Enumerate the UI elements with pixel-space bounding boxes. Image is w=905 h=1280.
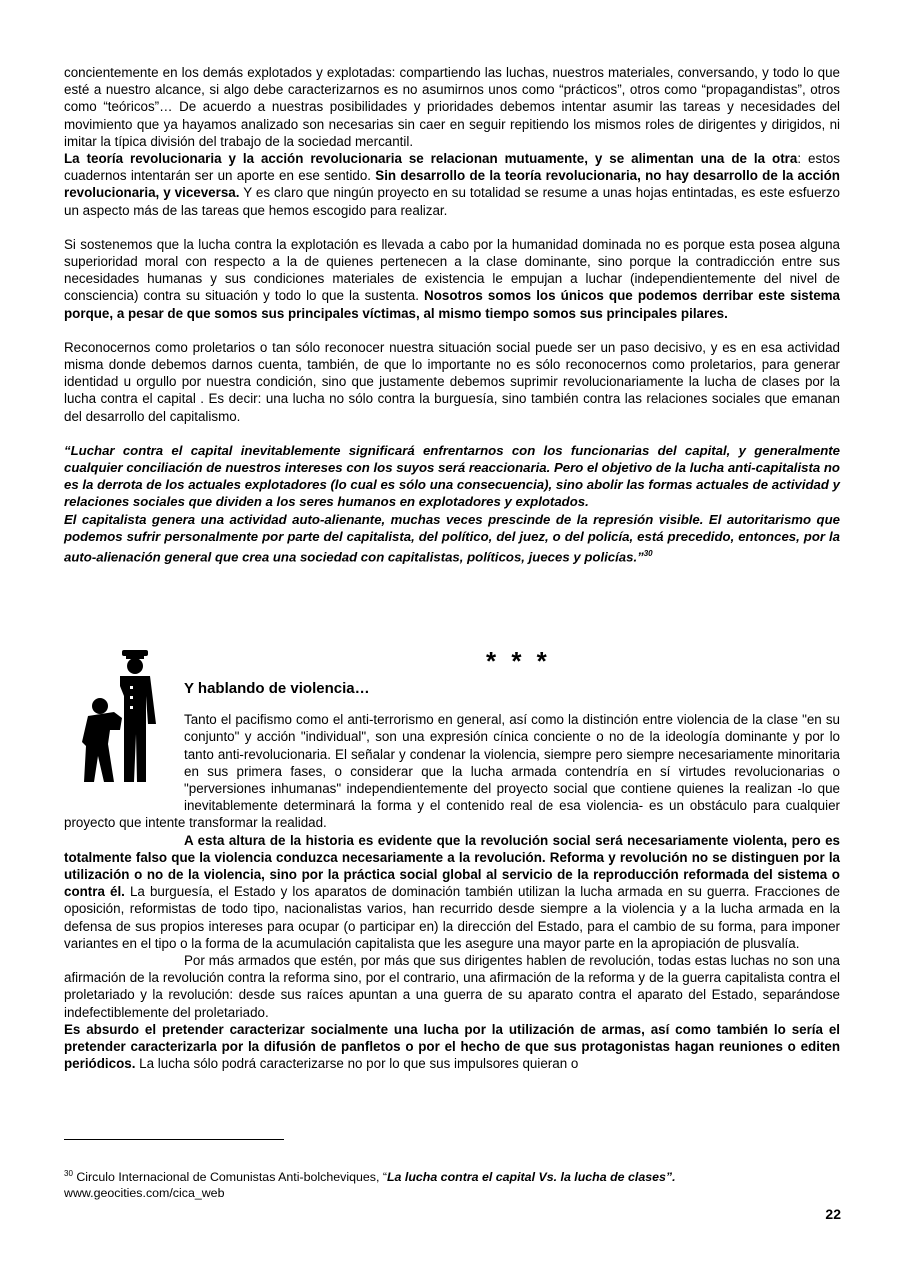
page-number: 22 (825, 1206, 841, 1222)
violence-paragraph-3: Por más armados que estén, por más que sus dirigentes hablen de revolución, todas estas luchas no son una afirmación de la revolución contra la reforma sino, por el contrario, una afirmación de la reforma y de la guerra capitalista contra el proletariado y la revolución: desde sus raíces apuntan a una guerra de su aparato contra el aparato del Estado, separándose indefectiblemente del proletariado. (64, 953, 840, 1020)
violence-section (64, 680, 840, 1072)
quote-1: “Luchar contra el capital inevitablemente significará enfrentarnos con los funcionarias del capital, y generalmente cualquier conciliación de nuestros intereses con los suyos será reaccionaria. Pero el objetivo de la lucha anti-capitalista no es la derrota de los actuales explotadores (lo cual es sólo una consecuencia), sino abolir las formas actuales de actividad y relaciones sociales que dividen a los seres humanos en explotadores y explotados. (64, 442, 840, 510)
quote-text: El capitalista genera una actividad auto-alienante, muchas veces prescinde de la represión visible. El autoritarismo que podemos sufrir personalmente por parte del capitalista, del político, del juez, o del policía, está precedido, entonces, por la auto-alienación general que crea una sociedad con capitalistas, políticos, jueces y policías.” (64, 511, 840, 565)
footnote-number: 30 (64, 1169, 73, 1178)
violence-paragraph-1: Tanto el pacifismo como el anti-terrorismo en general, así como la distinción entre violencia de la clase "en su conjunto" y acción "individual", son una expresión cínica conciente o no de la ideología dominante y por lo tanto anti-revolucionaria. El señalar y condenar la violencia, siempre pero siempre necesariamente minoritaria en sus primera fases, o considerar que la lucha armada contendría en sí virtudes revolucionarias o "perversiones inhumanas" independientemente del proyecto social que contiene quienes la realizan -lo que inevitablemente determinará la forma y el contenido real de esa violencia- es un obstáculo para cualquier proyecto que intente transformar la realidad. (64, 712, 840, 831)
section-separator: * * * (486, 646, 551, 676)
paragraph-4: Reconocernos como proletarios o tan sólo reconocer nuestra situación social puede ser un paso decisivo, y es en esa actividad misma donde debemos darnos cuenta, también, de que lo importante no es sólo reconocernos como proletarios, para generar identidad u orgullo por nuestra condición, sino que justamente debemos suprimir revolucionariamente la lucha de clases por la lucha contra el capital . Es decir: una lucha no sólo contra la burguesía, sino también contra las relaciones sociales que emanan del desarrollo del capitalismo. (64, 339, 840, 424)
footnote-text: Circulo Internacional de Comunistas Anti-bolcheviques, “ (72, 1170, 387, 1185)
violence-paragraph-4 (64, 1021, 840, 1073)
paragraph-1: concientemente en los demás explotados y explotadas: compartiendo las luchas, nuestros materiales, conversando, y todo lo que esté a nuestro alcance, si algo debe caracterizarnos es no asumirnos unos como “prácticos”, otros como “propagandistas”, otros como “teóricos”… De acuerdo a nuestras posibilidades y prioridades debemos intentar asumir las tareas y necesidades del movimiento que ya hayamos analizado son necesarias sin caer en seguir repitiendo los mismos roles de dirigentes y dirigidos, ni imitar la típica división del trabajo de la sociedad mercantil. (64, 65, 840, 149)
bold-span: Sin desarrollo de la teoría revolucionaria, no hay desarrollo de la acción revolucionaria, y viceversa. (64, 168, 840, 201)
text-span: Y es claro que ningún proyecto en su totalidad se resume a unas hojas entintadas, es este esfuerzo un aspecto más de las tareas que hemos escogido para realizar. (64, 185, 840, 218)
footnote-url: www.geocities.com/cica_web (64, 1186, 225, 1201)
bold-span: Nosotros somos los únicos que podemos derribar este sistema porque, a pesar de que somos sus principales víctimas, al mismo tiempo somos sus principales pilares. (64, 288, 840, 321)
footnote-rule (64, 1139, 284, 1140)
body-text (64, 64, 840, 566)
quote-2 (64, 511, 840, 566)
text-span: Si sostenemos que la lucha contra la explotación es llevada a cabo por la humanidad dominada no es porque esta posea alguna superioridad moral con respecto a la de quienes pertenecen a la clase dominante, sino porque la contradicción entre sus necesidades humanas y sus condiciones materiales de existencia le empujan a luchar (independientemente del nivel de consciencia) contra su situación y todo lo que la sustenta. (64, 236, 840, 304)
footnote (64, 1166, 840, 1201)
bold-span: La teoría revolucionaria y la acción revolucionaria se relacionan mutuamente, y se alimentan una de la otra (64, 151, 798, 167)
bold-span: A esta altura de la historia es evidente que la revolución social será necesariamente violenta, pero es totalmente falso que la violencia conduzca necesariamente a la revolución. Reforma y revolución no se distinguen por la utilización o no de la violencia, sino por la práctica social global al servicio de la reproducción reformada del sistema o contra él. (64, 832, 840, 900)
paragraph-3 (64, 236, 840, 322)
violence-paragraph-2 (64, 832, 840, 952)
section-heading: Y hablando de violencia… (184, 680, 370, 697)
footnote-ref: 30 (643, 549, 653, 559)
text-span: La lucha sólo podrá caracterizarse no por lo que sus impulsores quieran o (135, 1056, 579, 1072)
text-span: : estos cuadernos intentarán ser un aporte en ese sentido. (64, 151, 841, 184)
text-span: La burguesía, el Estado y los aparatos de dominación también utilizan la lucha armada en su guerra. Fracciones de oposición, reformistas de todo tipo, nacionalistas varios, han recurrido desde siempre a la violencia y a la lucha armada en la defensa de sus propios intereses para ocupar (o participar en) la dirección del Estado, para el cambio de su forma, para imponer variantes en el tipo o la forma de la acumulación capitalista que les asegure una mayor parte en la apropiación de plusvalía. (64, 884, 840, 951)
bold-span: Es absurdo el pretender caracterizar socialmente una lucha por la utilización de armas, así como también lo sería el pretender caracterizarla por la difusión de panfletos o por el hecho de que sus protagonistas hagan reuniones o editen periódicos. (64, 1021, 840, 1072)
paragraph-2 (64, 150, 840, 219)
footnote-title: La lucha contra el capital Vs. la lucha de clases”. (386, 1170, 676, 1185)
